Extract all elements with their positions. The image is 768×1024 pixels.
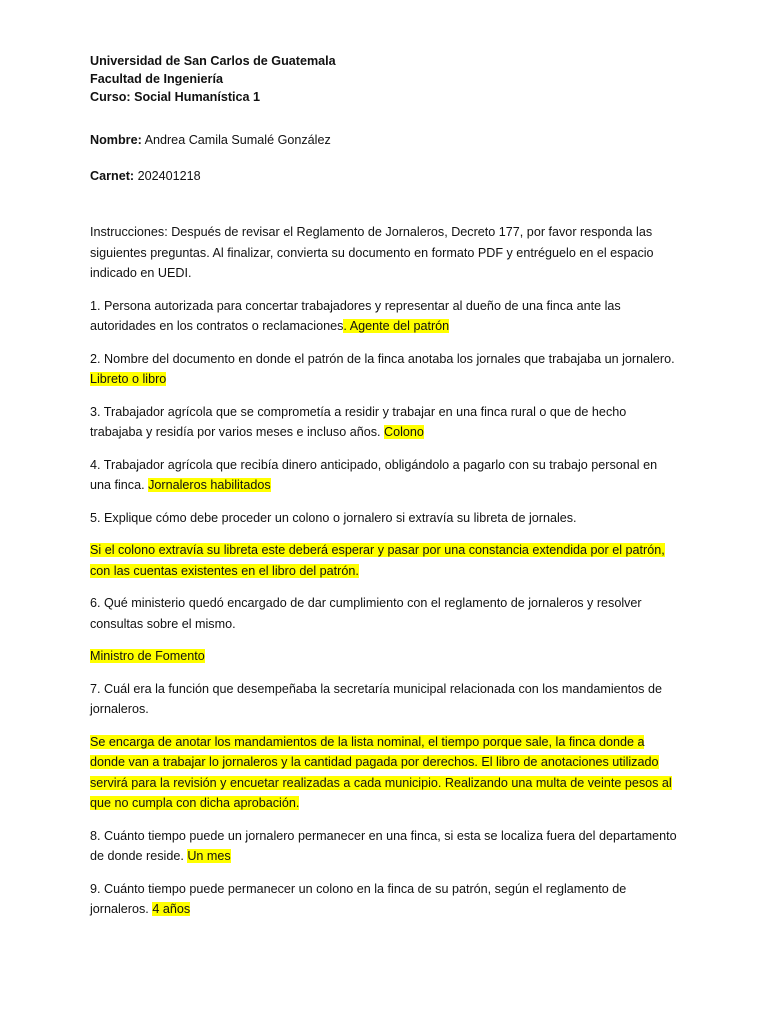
answer-highlight: 4 años [152, 902, 191, 916]
answer-5 [90, 540, 680, 581]
answer-highlight: Se encarga de anotar los mandamientos de la lista nominal, el tiempo porque sale, la finca donde a donde van a trabajar lo jornaleros y la cantidad pagada por derechos. El libro de anotaciones utilizado servirá para la revisión y encuetar realizadas a cada municipio. Realizando una multa de veinte pesos al que no cumpla con dicha aprobación. [90, 734, 672, 810]
carnet-label: Carnet: [90, 168, 135, 183]
question-3 [90, 402, 680, 443]
question-4 [90, 455, 680, 496]
question-6: 6. Qué ministerio quedó encargado de dar cumplimiento con el reglamento de jornaleros y resolver consultas sobre el mismo. [90, 596, 642, 631]
question-text: 3. Trabajador agrícola que se comprometía a residir y trabajar en una finca rural o que de hecho trabajaba y residía por varios meses e incluso años. [90, 404, 627, 439]
document-page [90, 52, 680, 920]
answer-7 [90, 732, 680, 814]
question-text: 1. Persona autorizada para concertar trabajadores y representar al dueño de una finca ante las autoridades en los contratos o reclamaciones [90, 298, 621, 333]
name-label: Nombre: [90, 133, 142, 147]
answer-highlight: Si el colono extravía su libreta este deberá esperar y pasar por una constancia extendida por el patrón, con las cuentas existentes en el libro del patrón. [90, 543, 665, 578]
carnet-value: 202401218 [134, 168, 201, 183]
question-5: 5. Explique cómo debe proceder un colono o jornalero si extravía su libreta de jornales. [90, 510, 577, 525]
question-8 [90, 826, 680, 867]
university-name: Universidad de San Carlos de Guatemala [90, 54, 336, 68]
question-text: 2. Nombre del documento en donde el patrón de la finca anotaba los jornales que trabajaba un jornalero. [90, 351, 675, 366]
answer-highlight: Colono [384, 425, 424, 439]
question-7: 7. Cuál era la función que desempeñaba la secretaría municipal relacionada con los mandamientos de jornaleros. [90, 681, 662, 716]
question-2 [90, 349, 680, 390]
student-carnet-field [90, 166, 680, 187]
instructions-paragraph: Instrucciones: Después de revisar el Reglamento de Jornaleros, Decreto 177, por favor responda las siguientes preguntas. Al finalizar, convierta su documento en formato PDF y entréguelo en el espacio indicado en UEDI. [90, 225, 654, 280]
question-9 [90, 879, 680, 920]
answer-highlight: . Agente del patrón [343, 319, 450, 333]
name-value: Andrea Camila Sumalé González [141, 133, 331, 147]
question-text: 4. Trabajador agrícola que recibía dinero anticipado, obligándolo a pagarlo con su trabajo personal en una finca. [90, 457, 658, 492]
question-text: 9. Cuánto tiempo puede permanecer un colono en la finca de su patrón, según el reglamento de jornaleros. [90, 881, 627, 916]
answer-highlight: Un mes [187, 849, 231, 863]
student-name-field [90, 130, 680, 151]
answer-highlight: Jornaleros habilitados [148, 478, 271, 492]
answer-highlight: Ministro de Fomento [90, 649, 205, 663]
faculty-name: Facultad de Ingeniería [90, 72, 223, 86]
answer-highlight: Libreto o libro [90, 372, 167, 386]
course-name: Curso: Social Humanística 1 [90, 90, 261, 104]
answer-6 [90, 646, 680, 667]
question-1 [90, 296, 680, 337]
question-text: 8. Cuánto tiempo puede un jornalero permanecer en una finca, si esta se localiza fuera del departamento de donde reside. [90, 828, 677, 863]
